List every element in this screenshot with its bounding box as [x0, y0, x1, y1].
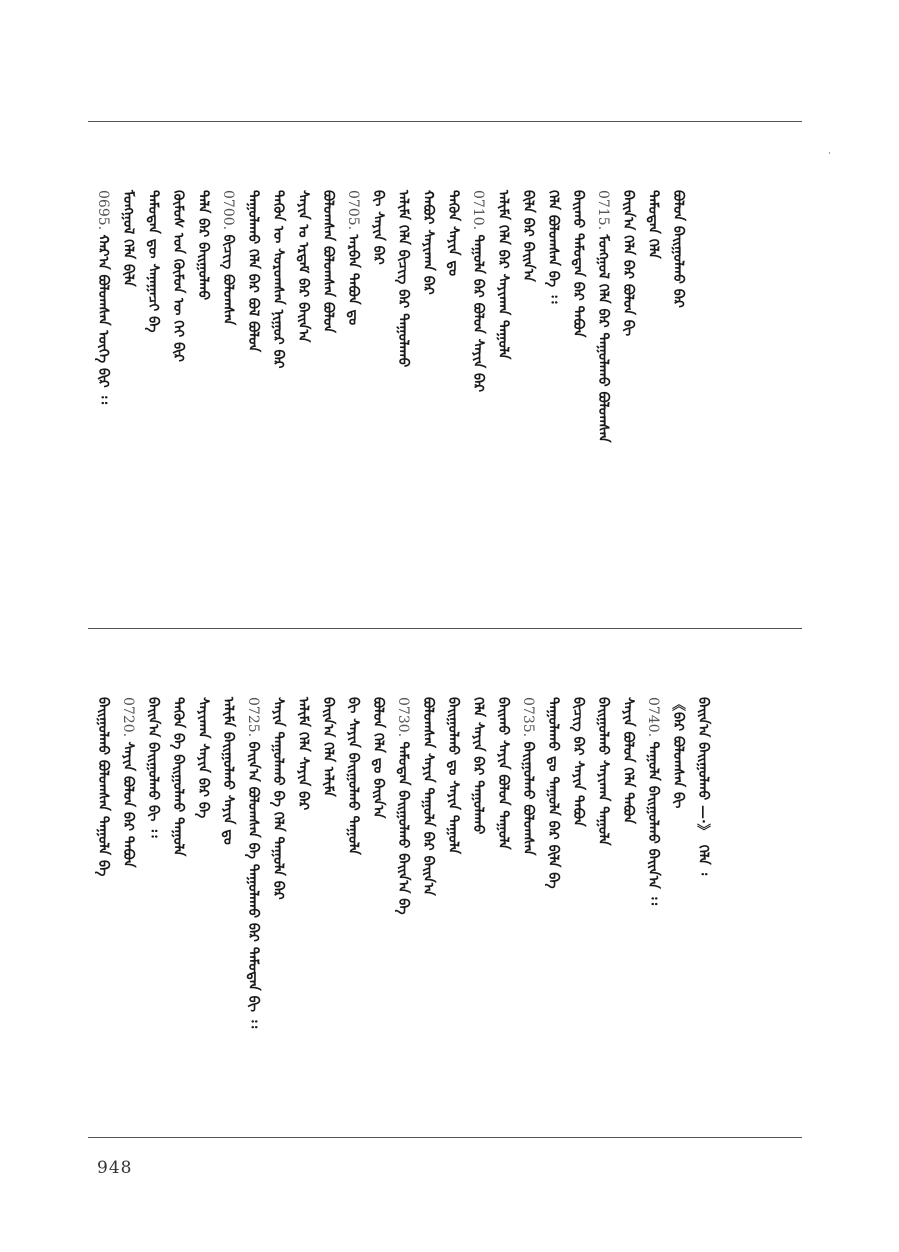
- column-text: ᠠᠯᠢᠮᠠ ᠪᠠᠢᠭᠤᠯᠬᠤ ᠰᠠᠶᠢᠨ ᠳᠤ: [220, 697, 236, 845]
- column-text: ᠲᠡᠮᠦᠳᠡᠨ ᠬᠡᠯᠡ: [645, 190, 661, 259]
- column-text: ᠪᠣᠯᠤᠨ ᠪᠠᠢᠭᠤᠯᠬᠤ ᠪᠠᠷ: [670, 190, 686, 308]
- column-text: ᠲᠡᠭᠦᠨ ᠰᠠᠶᠢᠨ ᠳᠤ: [445, 190, 461, 276]
- text-column: [95, 190, 111, 620]
- text-column: [120, 697, 136, 1132]
- line-number: 0730.: [395, 697, 411, 738]
- text-column: [270, 190, 286, 620]
- text-column: [170, 190, 186, 620]
- text-column: [245, 697, 261, 1132]
- text-column: [470, 190, 486, 620]
- column-text: ᠬᠦᠮᠦᠰ ᠤᠨ ᠬᠦᠮᠦᠨ ᠦ ᠬᠡᠢ ᠪᠢᠷ: [170, 190, 186, 363]
- line-number: 0735.: [520, 697, 536, 738]
- text-column: [520, 190, 536, 620]
- text-column: [295, 697, 311, 1132]
- column-text: ᠪᠠᠢᠨ᠎ᠠ ᠬᠡᠯᠡ ᠪᠠᠷ ᠪᠣᠯᠤᠨ ᠪᠢ: [620, 190, 636, 337]
- column-text: ᠮᠣᠩᠭᠣᠯ ᠬᠡᠯᠡ ᠪᠠᠷ ᠲᠠᠭᠤᠯᠠᠬᠤ ᠪᠣᠯᠤᠭᠰᠠᠨ: [595, 234, 611, 443]
- column-text: ᠬᠠᠪᠤᠷ ᠰᠠᠶᠢᠬᠠᠨ ᠪᠠᠷ: [420, 190, 436, 295]
- column-text: ᠪᠠᠢᠬᠤ ᠲᠡᠮᠦᠳᠡᠨ ᠪᠠᠷ ᠲᠠᠪᠤᠨ: [570, 190, 586, 338]
- text-column: [420, 697, 436, 1132]
- text-column: [420, 190, 436, 620]
- column-text: ᠲᠠᠭᠤᠯᠠ ᠪᠠᠢᠭᠤᠯᠬᠤ ᠪᠠᠢᠨ᠎ᠠ ᠄᠄: [645, 741, 661, 906]
- column-text: ᠲᠠᠭᠤᠯᠠᠬᠤ ᠳᠤ ᠲᠠᠭᠤᠯᠠ ᠪᠠᠷ ᠪᠢᠯᠡ ᠪᠠ: [545, 697, 561, 889]
- column-text: ᠲᠠᠭᠤᠯᠠ ᠪᠠᠷ ᠪᠣᠯᠤᠨ ᠰᠠᠶᠢᠨ ᠪᠠᠷ: [470, 234, 486, 393]
- text-column: [120, 190, 136, 620]
- text-column: [445, 190, 461, 620]
- column-text: ᠪᠣᠯᠤᠨ ᠬᠡᠯᠡ ᠳᠤ ᠪᠠᠢᠨ᠎ᠠ: [370, 697, 386, 819]
- text-column: [345, 190, 361, 620]
- line-number: 0715.: [595, 190, 611, 231]
- column-text: ᠪᠠᠢᠬᠤ ᠰᠠᠶᠢᠨ ᠪᠣᠯᠤᠨ ᠲᠠᠭᠤᠯᠠ: [495, 697, 511, 850]
- line-number: 0705.: [345, 190, 361, 231]
- column-text: ᠪᠣᠯᠤᠭᠰᠠᠨ ᠪᠣᠯᠤᠭᠰᠠᠨ ᠪᠣᠯᠤᠨ: [320, 190, 336, 333]
- column-text: ᠪᠢᠴᠢᠭ ᠪᠣᠯᠤᠭᠰᠠᠨ: [220, 234, 236, 326]
- column-text: ᠬᠡᠯᠡ ᠰᠠᠶᠢᠨ ᠪᠠᠷ ᠲᠠᠭᠤᠯᠠᠬᠤ: [470, 697, 486, 835]
- text-column: [520, 697, 536, 1132]
- column-text: ᠰᠠᠶᠢᠨ ᠪᠣᠯᠤᠨ ᠬᠡᠯᠡ ᠲᠠᠪᠤᠨ: [620, 697, 636, 824]
- column-text: ᠲᠠᠭᠤᠯᠠᠬᠤ ᠬᠡᠯᠡ ᠪᠠᠷ ᠪᠣᠯ ᠪᠣᠯᠤᠨ: [245, 190, 261, 353]
- column-text: ᠪᠢᠯᠡ ᠪᠠᠷ ᠪᠠᠢᠨ᠎ᠠ: [520, 190, 536, 282]
- margin-mark: [829, 152, 830, 154]
- text-column: [195, 190, 211, 620]
- text-column: [345, 697, 361, 1132]
- column-text: ᠪᠠᠢᠨ᠎ᠠ ᠬᠡᠯᠡ ᠠᠯᠢᠮᠠ: [320, 697, 336, 797]
- text-column: [395, 697, 411, 1132]
- text-column: [545, 697, 561, 1132]
- middle-rule: [88, 628, 802, 629]
- line-number: 0725.: [245, 697, 261, 738]
- text-column: [220, 190, 236, 620]
- line-number: 0695.: [95, 190, 111, 231]
- column-text: ᠰᠠᠶᠢᠨ ᠤ ᠡᠷᠳᠡᠮ ᠪᠠᠷ ᠪᠠᠢᠨ᠎ᠠ: [295, 190, 311, 343]
- column-text: ᠪᠢᠴᠢᠭ ᠪᠠᠷ ᠰᠠᠶᠢᠨ ᠲᠠᠪᠤᠨ: [570, 697, 586, 827]
- column-text: ᠲᠡᠭᠦᠨ ᠦ ᠰᠤᠷᠤᠭᠰᠠᠨ ᠨᠢᠭᠤᠷ ᠪᠠᠷ: [270, 190, 286, 369]
- text-column: [145, 190, 161, 620]
- text-column: [595, 190, 611, 620]
- text-column: [645, 697, 661, 1132]
- column-text: 《ᠪᠠᠷ ᠪᠣᠯᠤᠭᠰᠠᠨ ᠪᠢ: [670, 697, 686, 809]
- text-column: [495, 697, 511, 1132]
- column-text: ᠠᠯᠢᠮᠠ ᠬᠡᠯᠡ ᠪᠢᠴᠢᠭ ᠪᠠᠷ ᠲᠠᠭᠤᠯᠠᠬᠤ: [395, 190, 411, 368]
- column-text: ᠲᠡᠮᠦᠳᠡᠨ ᠪᠠᠢᠭᠤᠯᠬᠤ ᠪᠠᠢᠨ᠎ᠠ ᠪᠠ: [395, 741, 411, 915]
- column-text: ᠠᠯᠢᠮᠠ ᠬᠡᠯᠡ ᠪᠠᠷ ᠰᠠᠶᠢᠬᠠᠨ ᠲᠠᠭᠤᠯᠠ: [495, 190, 511, 360]
- text-column: [570, 697, 586, 1132]
- text-column: [595, 697, 611, 1132]
- column-text: ᠬᠡᠯᠡ ᠪᠣᠯᠤᠭᠰᠠᠨ ᠪᠠ ᠄᠄: [545, 190, 561, 304]
- column-text: ᠰᠠᠶᠢᠨ ᠪᠣᠯᠤᠨ ᠪᠠᠷ ᠲᠠᠪᠤᠨ: [120, 741, 136, 868]
- text-column: [570, 190, 586, 620]
- line-number: 0720.: [120, 697, 136, 738]
- text-column: [370, 697, 386, 1132]
- line-number: 0700.: [220, 190, 236, 231]
- bottom-rule: [88, 1137, 802, 1138]
- text-column: [645, 190, 661, 620]
- text-column: [395, 190, 411, 620]
- column-text: ᠪᠠᠢᠨ᠎ᠠ ᠪᠣᠯᠤᠭᠰᠠᠨ ᠪᠠ ᠲᠠᠭᠤᠯᠠᠬᠤ ᠪᠠᠷ ᠲᠡᠮᠦᠳᠡᠨ ᠪᠢ ᠄᠄: [245, 741, 261, 1029]
- text-column: [95, 697, 111, 1132]
- column-text: ᠮᠣᠩᠭᠣᠯ ᠬᠡᠯᠡ ᠪᠢᠯᠡ: [120, 190, 136, 287]
- text-column: [695, 697, 711, 1132]
- text-column: [670, 190, 686, 620]
- column-text: ᠪᠠᠢᠭᠤᠯᠬᠤ ᠰᠠᠶᠢᠬᠠᠨ ᠲᠠᠭᠤᠯᠠ: [595, 697, 611, 846]
- text-column: [170, 697, 186, 1132]
- column-text: ᠬᠠᠷ᠎ᠠ ᠪᠣᠯᠤᠭᠰᠠᠨ ᠦᠭᠡ ᠪᠢᠷ ᠄᠄: [95, 234, 111, 404]
- text-column: [320, 190, 336, 620]
- page-number: 948: [97, 1158, 133, 1178]
- text-column: [370, 190, 386, 620]
- column-text: ᠲᠡᠭᠦᠨ ᠪᠠ ᠪᠠᠢᠭᠤᠯᠬᠤ ᠲᠠᠭᠤᠯᠠ: [170, 697, 186, 857]
- column-text: ᠪᠢ ᠰᠠᠶᠢᠨ ᠪᠠᠢᠭᠤᠯᠬᠤ ᠲᠠᠭᠤᠯᠠ: [345, 697, 361, 855]
- text-column: [495, 190, 511, 620]
- text-column: [145, 697, 161, 1132]
- upper-text-panel: [95, 190, 686, 620]
- line-number: 0740.: [645, 697, 661, 738]
- column-text: ᠪᠠᠢᠭᠤᠯᠬᠤ ᠪᠣᠯᠤᠭᠰᠠᠨ ᠲᠠᠭᠤᠯᠠ ᠪᠠ: [95, 697, 111, 877]
- text-column: [545, 190, 561, 620]
- column-text: ᠲᠠᠯᠠ ᠪᠠᠷ ᠪᠠᠢᠭᠤᠯᠬᠤ: [195, 190, 211, 301]
- column-text: ᠪᠣᠯᠤᠭᠰᠠᠨ ᠰᠠᠶᠢᠨ ᠲᠠᠭᠤᠯᠠ ᠪᠠᠷ ᠪᠠᠢᠨ᠎ᠠ: [420, 697, 436, 896]
- text-column: [295, 190, 311, 620]
- column-text: ᠲᠡᠮᠦᠳᠡᠨ ᠳᠦ ᠰᠠᠨᠠᠭᠠᠴᠢ ᠪᠠ: [145, 190, 161, 333]
- text-column: [320, 697, 336, 1132]
- line-number: 0710.: [470, 190, 486, 231]
- column-text: ᠰᠠᠶᠢᠬᠠᠨ ᠰᠠᠶᠢᠨ ᠪᠠᠷ ᠪᠠ: [195, 697, 211, 819]
- column-text: ᠪᠠᠢᠭᠤᠯᠬᠤ ᠪᠣᠯᠤᠭᠰᠠᠨ: [520, 741, 536, 856]
- text-column: [220, 697, 236, 1132]
- text-column: [470, 697, 486, 1132]
- top-rule: [88, 121, 802, 122]
- column-text: ᠠᠷᠪᠠᠨ ᠲᠠᠪᠤᠨ ᠳᠤ: [345, 234, 361, 326]
- text-column: [620, 697, 636, 1132]
- text-column: [620, 190, 636, 620]
- column-text: ᠪᠠᠢᠨ᠎ᠠ ᠪᠠᠢᠭᠤᠯᠬᠤ —·》 ᠬᠡᠯᠡ ᠄: [695, 697, 711, 876]
- column-text: ᠰᠠᠶᠢᠨ ᠲᠠᠭᠤᠯᠠᠬᠤ ᠪᠠ ᠬᠡᠯᠡ ᠲᠠᠭᠤᠯᠠ ᠪᠠᠷ: [270, 697, 286, 900]
- text-column: [670, 697, 686, 1132]
- column-text: ᠪᠠᠢᠭᠤᠯᠬᠤ ᠳᠤ ᠰᠠᠶᠢᠨ ᠲᠠᠭᠤᠯᠠ: [445, 697, 461, 855]
- column-text: ᠠᠯᠢᠮᠠ ᠬᠡᠯᠡ ᠰᠠᠶᠢᠨ ᠪᠠᠷ: [295, 697, 311, 811]
- text-column: [445, 697, 461, 1132]
- column-text: ᠪᠢ ᠰᠠᠶᠢᠨ ᠪᠠᠷ: [370, 190, 386, 265]
- column-text: ᠪᠠᠢᠨ᠎ᠠ ᠪᠠᠢᠭᠤᠯᠬᠤ ᠪᠢ ᠄᠄: [145, 697, 161, 838]
- text-column: [195, 697, 211, 1132]
- text-column: [245, 190, 261, 620]
- text-column: [270, 697, 286, 1132]
- lower-text-panel: [95, 697, 711, 1132]
